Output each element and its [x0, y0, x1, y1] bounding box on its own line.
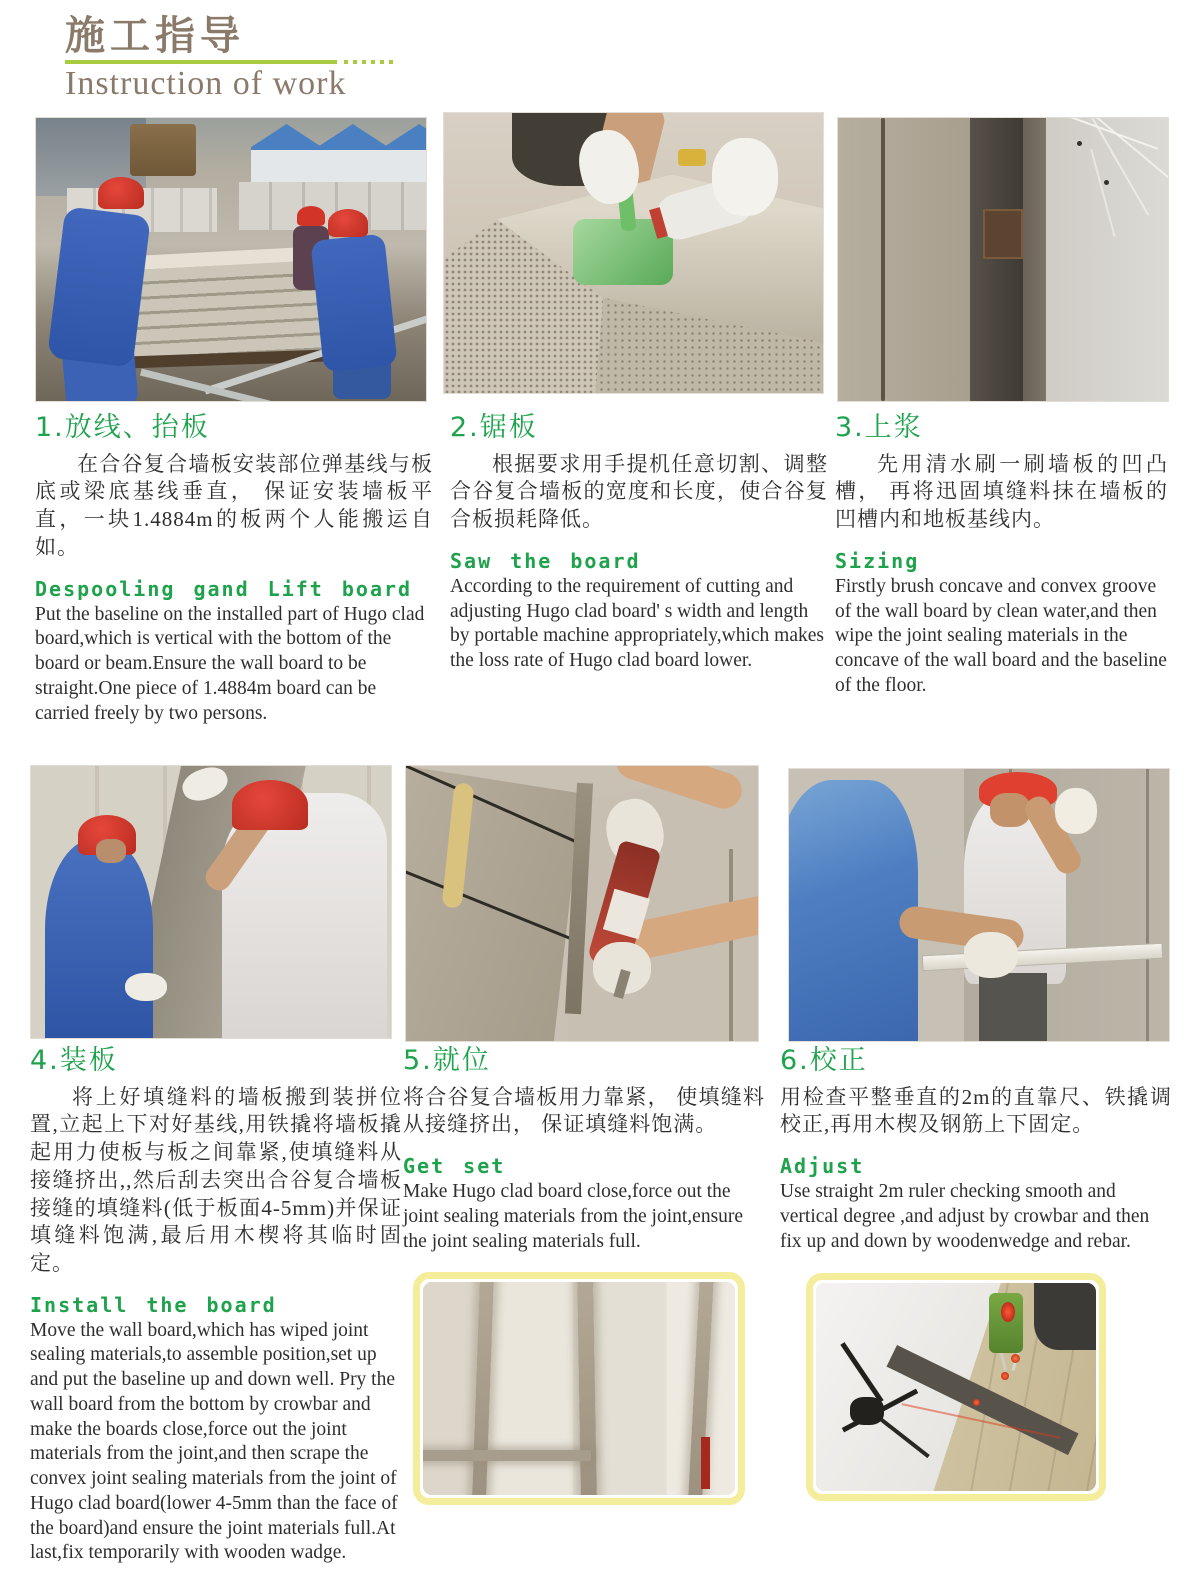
laser-emitter [1001, 1302, 1015, 1322]
section-3-chinese-text: 先用清水刷一刷墙板的凹凸槽， 再将迅固填缝料抹在墙板的凹槽内和地板基线内。 [835, 451, 1168, 532]
section-2-english-title: Saw the board [450, 548, 641, 573]
wall-panel [838, 118, 970, 401]
section-2 [450, 413, 828, 674]
wire-fixing [1077, 141, 1082, 146]
red-helmet [297, 206, 325, 226]
photo-sawing-board [443, 112, 824, 394]
dark-gap [970, 118, 1023, 401]
panel-edge [1023, 118, 1046, 401]
white-glove [1055, 788, 1097, 834]
section-2-english-text: According to the requirement of cutting and adjusting Hugo clad board' s width and length by portable machine appropriately,which makes the loss rate of Hugo clad board lower. [450, 575, 824, 672]
page-header [65, 14, 396, 102]
wire-bundle [850, 1397, 884, 1425]
section-1-title: 1.放线、抬板 [35, 412, 210, 443]
section-1-english-text: Put the baseline on the installed part of Hugo clad board,which is vertical with the bottom of the board or beam.Ensure the wall board to be straight.One piece of 1.4884m board can be carried freely by two persons. [35, 603, 425, 724]
section-4-english-text: Move the wall board,which has wiped joint sealing materials,to assemble position,set up and put the baseline up and down well. Pry the wall board from the bottom by crowbar and make the boards close,force out the joint materials from the joint,and then scrape the convex joint sealing materials from the joint of Hugo clad board(lower 4-5mm than the face of the board)and ensure the joint materials full.At last,fix temporarily with wooden wadge. [30, 1319, 398, 1564]
photo-caulking-joint [405, 765, 759, 1042]
worker-head [96, 839, 126, 863]
section-6-title: 6.校正 [780, 1045, 868, 1076]
red-helmet [328, 209, 368, 237]
photo-checking-ruler [788, 768, 1170, 1042]
section-5 [403, 1046, 765, 1254]
underline-solid [65, 60, 337, 64]
section-6 [780, 1046, 1172, 1254]
worker-blue-uniform [788, 780, 918, 1042]
red-helmet [232, 780, 308, 830]
section-2-chinese-text: 根据要求用手提机任意切割、调整合谷复合墙板的宽度和长度，使合谷复合板损耗降低。 [450, 451, 828, 532]
electrical-box [983, 209, 1023, 259]
white-glove [964, 932, 1018, 978]
worker-blue-shirt [45, 839, 153, 1039]
panel-seam [881, 118, 885, 401]
white-glove [125, 973, 167, 1001]
section-4 [30, 1046, 402, 1566]
section-4-chinese-text: 将上好填缝料的墙板搬到装拼位置,立起上下对好基线,用铁撬将墙板撬起用力使板与板之间靠紧,使填缝料从接缝挤出,,然后刮去突出合谷复合墙板接缝的填缝料(低于板面4-5mm)并保证填缝料饱满,最后用木楔将其临时固定。 [30, 1084, 402, 1275]
horizontal-joint [423, 1450, 591, 1461]
section-1 [35, 413, 433, 726]
red-marker [701, 1437, 710, 1489]
title-underline [65, 60, 396, 64]
photo-frame-laser-level [806, 1273, 1106, 1501]
photo-laser-level [816, 1283, 1096, 1491]
section-6-english-title: Adjust [780, 1154, 865, 1179]
dark-corner-object [1034, 1283, 1096, 1350]
underline-dots [344, 60, 396, 64]
section-3-english-title: Sizing [835, 548, 920, 573]
white-glove [712, 138, 778, 216]
section-5-english-title: Get set [403, 1154, 506, 1179]
photo-wall-groove [837, 117, 1169, 402]
photo-sealed-joints [423, 1282, 735, 1495]
photo-lifting-board [35, 117, 427, 402]
page-title-chinese: 施工指导 [65, 13, 245, 59]
red-helmet [98, 177, 144, 209]
section-2-title: 2.锯板 [450, 412, 538, 443]
section-4-english-title: Install the board [30, 1292, 277, 1317]
worker-blue-uniform [47, 207, 151, 368]
section-3 [835, 413, 1168, 699]
section-1-english-title: Despooling gand Lift board [35, 576, 413, 601]
section-5-title: 5.就位 [403, 1045, 491, 1076]
wire-fixing [1104, 180, 1109, 185]
machine [130, 124, 196, 176]
section-4-title: 4.装板 [30, 1045, 118, 1076]
photo-frame-sealed-joints [413, 1272, 745, 1505]
section-6-chinese-text: 用检查平整垂直的2m的直靠尺、铁撬调校正,再用木楔及钢筋上下固定。 [780, 1084, 1172, 1137]
section-3-english-text: Firstly brush concave and convex groove of the wall board by clean water,and then wipe the joint sealing materials in the concave of the wall board and the baseline of the floor. [835, 575, 1167, 696]
page-title-english: Instruction of work [65, 65, 347, 102]
section-1-chinese-text: 在合谷复合墙板安装部位弹基线与板底或梁底基线垂直， 保证安装墙板平直，一块1.4884m的板两个人能搬运自如。 [35, 451, 433, 559]
tape-measure [678, 149, 706, 166]
section-3-title: 3.上浆 [835, 412, 923, 443]
section-5-chinese-text: 将合谷复合墙板用力靠紧， 使填缝料从接缝挤出， 保证填缝料饱满。 [403, 1084, 765, 1137]
section-5-english-text: Make Hugo clad board close,force out the joint sealing materials from the joint,ensure the joint sealing materials full. [403, 1181, 744, 1252]
board-seam [729, 849, 733, 1042]
board-seam [1146, 769, 1149, 1041]
section-6-english-text: Use straight 2m ruler checking smooth and vertical degree ,and adjust by crowbar and then fix up and down by woodenwedge and rebar. [780, 1181, 1150, 1252]
worker-pants [979, 973, 1047, 1041]
worker-blue-uniform [310, 233, 397, 372]
photo-install-board [30, 765, 392, 1039]
